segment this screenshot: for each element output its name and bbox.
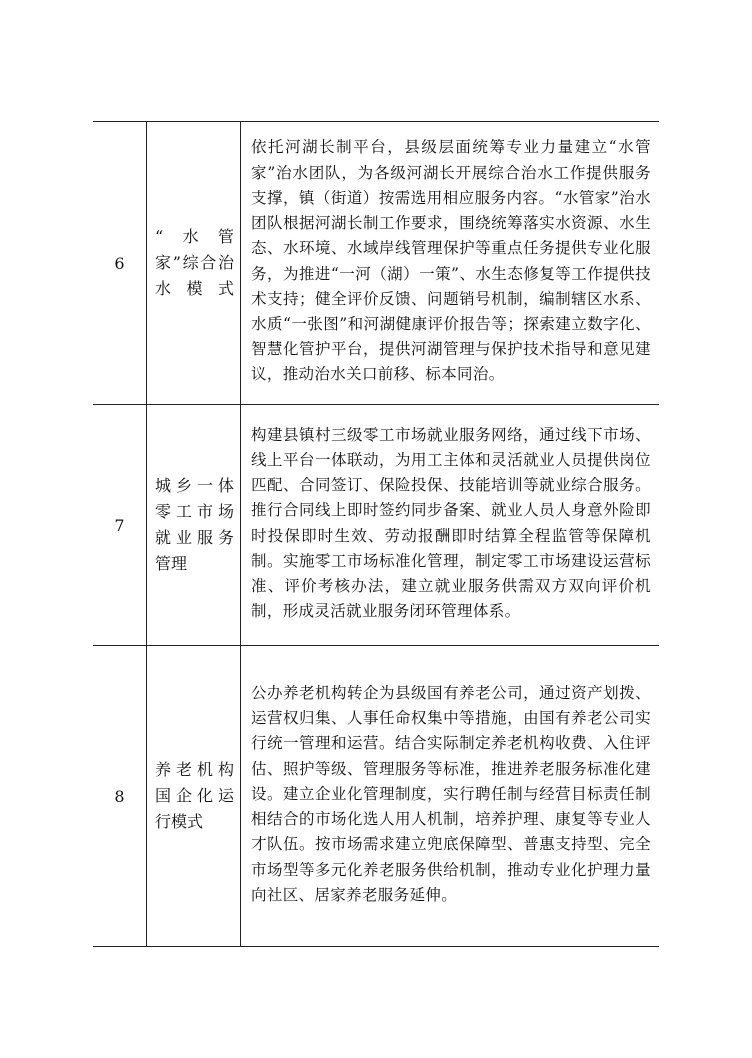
model-name: 养老机构国企化运行模式 [155, 760, 234, 831]
row-number: 7 [93, 405, 147, 646]
table-row [93, 646, 659, 947]
model-description-cell [241, 646, 660, 947]
model-description-cell [241, 122, 660, 405]
model-description-cell [241, 405, 660, 646]
table-row [93, 405, 659, 646]
model-name: 城乡一体零工市场就业服务管理 [155, 476, 234, 573]
model-name: “水管家”综合治水模式 [155, 227, 234, 298]
model-description: 公办养老机构转企为县级国有养老公司，通过资产划拨、运营权归集、人事任命权集中等措施，由国有养老公司实行统一管理和运营。结合实际制定养老机构收费、入住评估、照护等级、管理服务等标准，推进养老服务标准化建设。建立企业化管理制度，实行聘任制与经营目标责任制相结合的市场化选人用人机制，培养护理、康复等专业人才队伍。按市场需求建立兜底保障型、普惠支持型、完全市场型等多元化养老服务供给机制，推动专业化护理力量向社区、居家养老服务延伸。 [251, 684, 651, 904]
model-description: 依托河湖长制平台，县级层面统筹专业力量建立“水管家”治水团队，为各级河湖长开展综合治水工作提供服务支撑，镇（街道）按需选用相应服务内容。“水管家”治水团队根据河湖长制工作要求，围绕统筹落实水资源、水生态、水环境、水域岸线管理保护等重点任务提供专业化服务，为推进“一河（湖）一策”、水生态修复等工作提供技术支持；健全评价反馈、问题销号机制，编制辖区水系、水质“一张图”和河湖健康评价报告等；探索建立数字化、智慧化管护平台，提供河湖管理与保护技术指导和意见建议，推动治水关口前移、标本同治。 [251, 138, 651, 384]
table-row [93, 122, 659, 405]
row-number: 6 [93, 122, 147, 405]
model-name-cell [147, 122, 241, 405]
model-name-cell [147, 646, 241, 947]
model-name-cell [147, 405, 241, 646]
model-description: 构建县镇村三级零工市场就业服务网络，通过线下市场、线上平台一体联动，为用工主体和灵活就业人员提供岗位匹配、合同签订、保险投保、技能培训等就业综合服务。推行合同线上即时签约同步备案、就业人员人身意外险即时投保即时生效、劳动报酬即时结算全程监管等保障机制。实施零工市场标准化管理，制定零工市场建设运营标准、评价考核办法，建立就业服务供需双方双向评价机制，形成灵活就业服务闭环管理体系。 [251, 425, 651, 621]
pilot-models-table [93, 121, 659, 947]
row-number: 8 [93, 646, 147, 947]
